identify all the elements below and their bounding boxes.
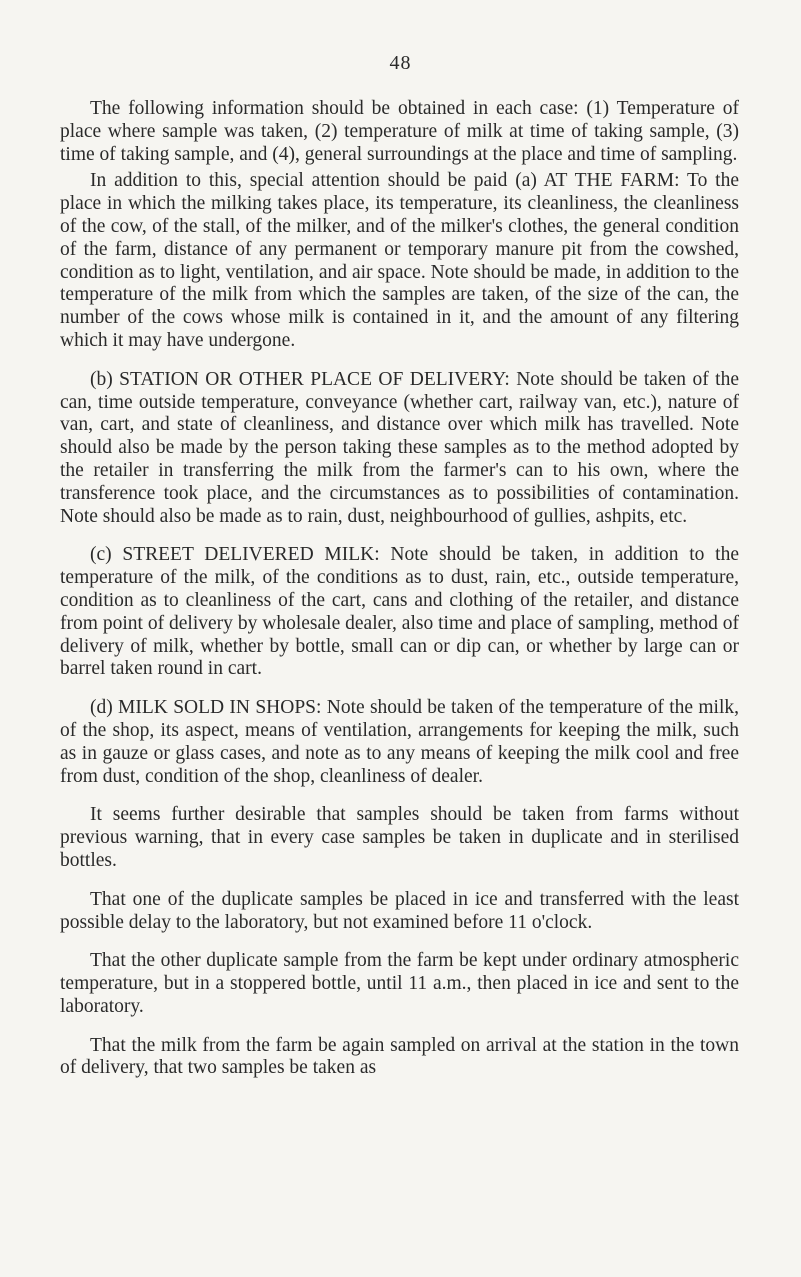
paragraph-street-delivered-milk: (c) STREET DELIVERED MILK: Note should be taken, in addition to the temperature of the milk, of the conditions as to dust, rain, etc., outside temperature, condition as to cleanliness of the cart, cans and clothing of the retailer, and distance from point of delivery by wholesale dealer, also time and place of sampling, method of delivery of milk, whether by bottle, small can or dip can, or whether by large can or barrel taken round in cart.	[60, 544, 739, 680]
body-text	[60, 98, 739, 1080]
paragraph-samples-without-warning: It seems further desirable that samples should be taken from farms without previous warning, that in every case samples be taken in duplicate and in sterilised bottles.	[60, 804, 739, 871]
paragraph-duplicate-atmospheric: That the other duplicate sample from the farm be kept under ordinary atmospheric temperature, but in a stoppered bottle, until 11 a.m., then placed in ice and sent to the laboratory.	[60, 950, 739, 1017]
page-number: 48	[389, 52, 412, 74]
paragraph-milk-sold-in-shops: (d) MILK SOLD IN SHOPS: Note should be taken of the temperature of the milk, of the shop, its aspect, means of ventilation, arrangements for keeping the milk, such as in gauze or glass cases, and note as to any means of keeping the milk cool and free from dust, condition of the shop, cleanliness of dealer.	[60, 697, 739, 787]
paragraph-intro: The following information should be obtained in each case: (1) Temperature of place where sample was taken, (2) temperature of milk at time of taking sample, (3) time of taking sample, and (4), general surroundings at the place and time of sampling.	[60, 98, 739, 165]
paragraph-resample-station: That the milk from the farm be again sampled on arrival at the station in the town of delivery, that two samples be taken as	[60, 1034, 739, 1079]
paragraph-station-delivery: (b) STATION OR OTHER PLACE OF DELIVERY: Note should be taken of the can, time outside temperature, conveyance (whether cart, railway van, etc.), nature of van, cart, and state of cleanliness, and distance over which milk has travelled. Note should also be made by the person taking these samples as to the method adopted by the retailer in transferring the milk from the farmer's can to his own, where the transference took place, and the circumstances as to possibilities of contamination. Note should also be made as to rain, dust, neighbourhood of gullies, ashpits, etc.	[60, 368, 739, 527]
paragraph-duplicate-in-ice: That one of the duplicate samples be placed in ice and transferred with the least possible delay to the laboratory, but not examined before 11 o'clock.	[60, 888, 739, 933]
paragraph-at-the-farm: In addition to this, special attention should be paid (a) AT THE FARM: To the place in which the milking takes place, its temperature, its cleanliness, the cleanliness of the cow, of the stall, of the milker, and of the milker's clothes, the general condition of the farm, distance of any permanent or temporary manure pit from the cowshed, condition as to light, ventilation, and air space. Note should be made, in addition to the temperature of the milk from which the samples are taken, of the size of the can, the number of the cows whose milk is contained in it, and the amount of any filtering which it may have undergone.	[60, 170, 739, 351]
